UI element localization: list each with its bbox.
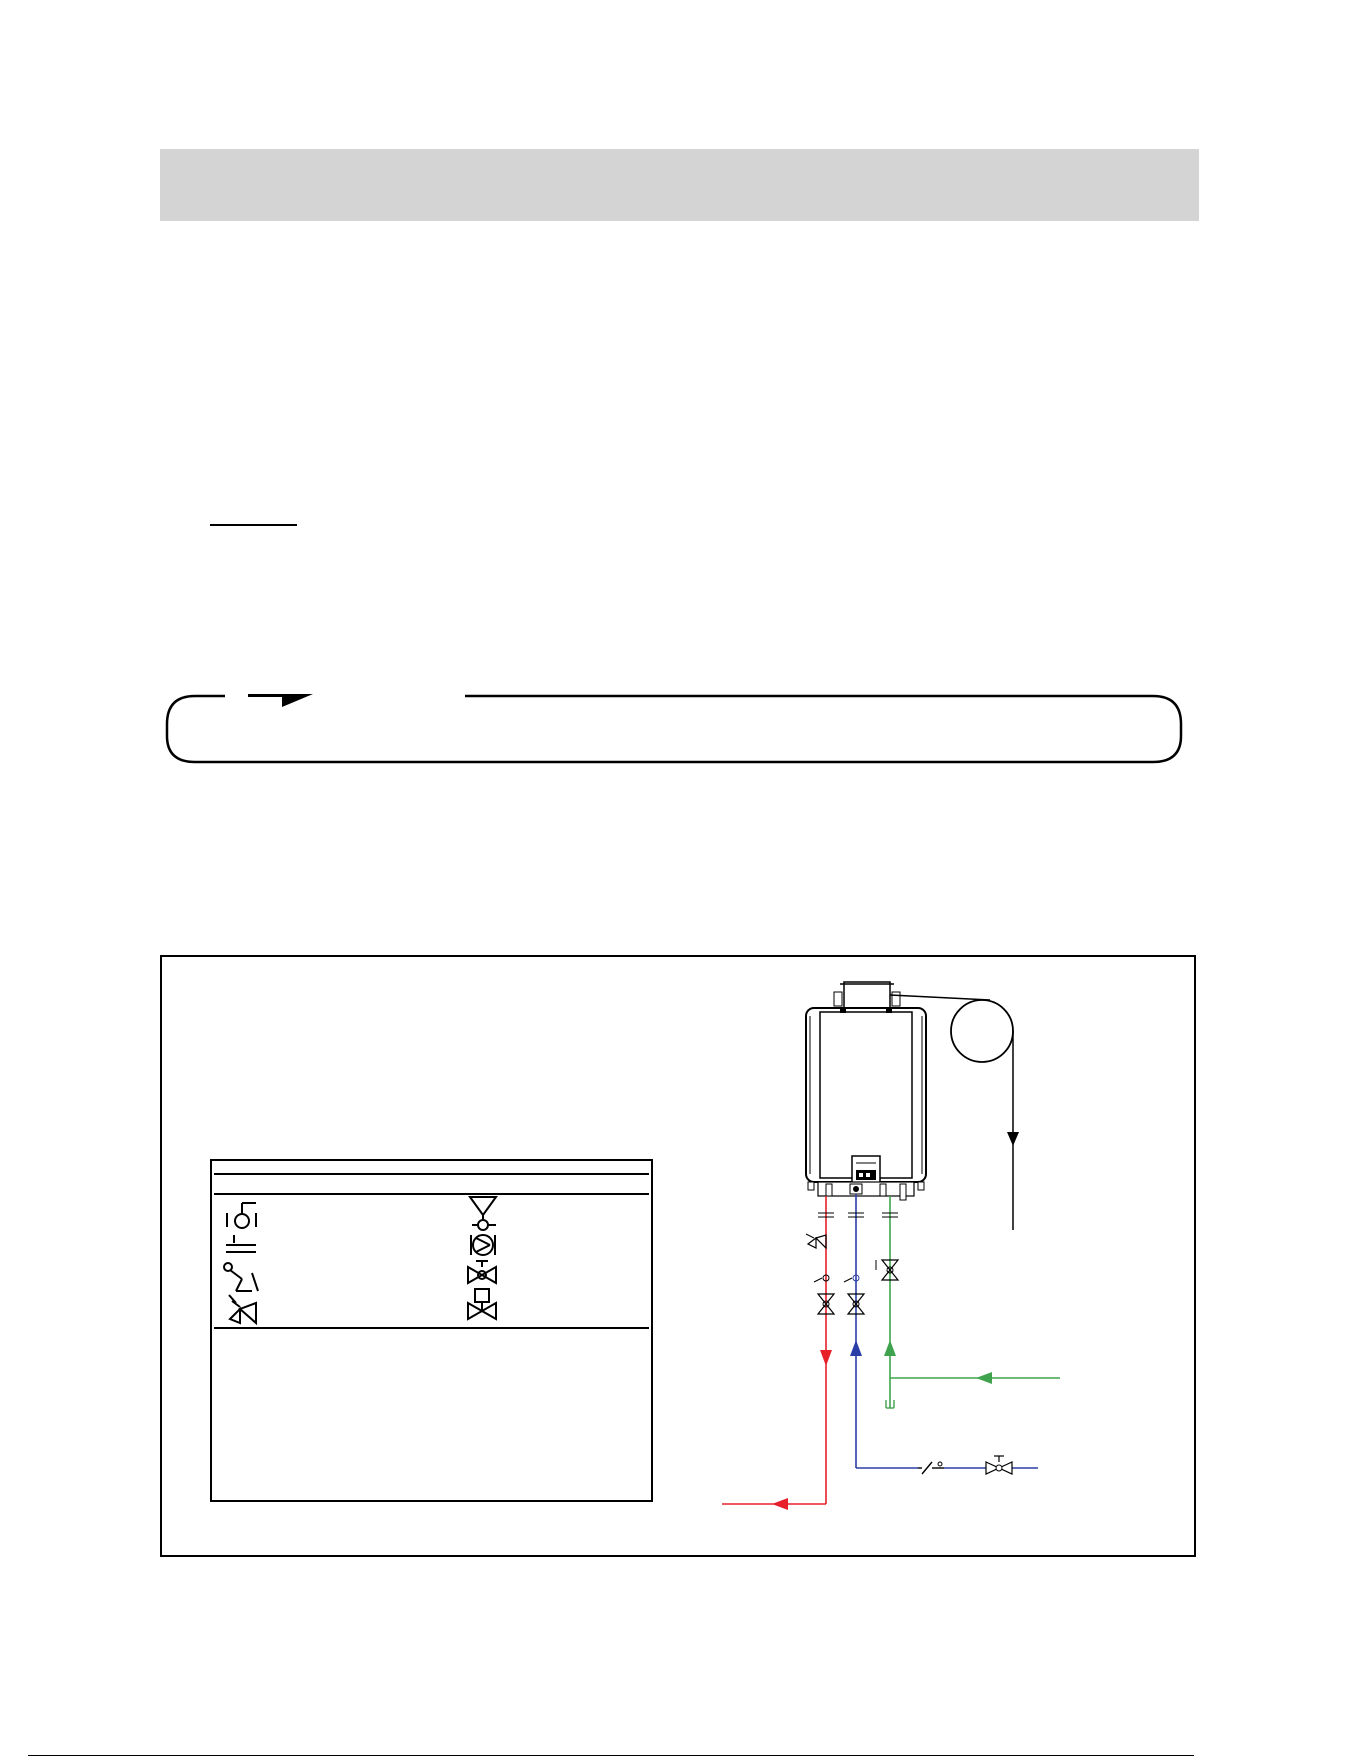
hot-water-line <box>722 1196 834 1510</box>
pressure-gauge-icon <box>227 1203 256 1228</box>
circulation-pump-icon <box>471 1235 495 1255</box>
callout-box <box>165 694 1183 764</box>
footer-rule <box>28 1755 1194 1756</box>
legend-top-rule <box>214 1173 649 1175</box>
thermostatic-mixing-valve-icon <box>470 1197 496 1230</box>
underlined-heading-rule <box>210 524 297 526</box>
flow-arrow-up-icon <box>850 1340 862 1356</box>
flow-arrow-left-icon <box>976 1372 992 1384</box>
ball-valve-icon <box>876 1260 898 1280</box>
gas-line <box>876 1196 1060 1408</box>
union-icon <box>226 1235 256 1252</box>
flow-arrow-down-icon <box>1007 1132 1019 1146</box>
legend-table <box>210 1159 653 1502</box>
flow-switch-icon <box>224 1263 258 1291</box>
section-header-band <box>160 149 1199 221</box>
shutoff-valve-icon <box>986 1456 1012 1474</box>
flow-arrow-down-icon <box>820 1350 832 1366</box>
flow-arrow-left-icon <box>772 1498 788 1510</box>
plumbing-schematic <box>700 968 1160 1528</box>
flow-arrow-up-icon <box>884 1340 896 1356</box>
legend-symbols <box>212 1195 651 1325</box>
arrow-right-icon <box>248 694 313 707</box>
ball-valve-icon <box>468 1261 496 1283</box>
pressure-relief-valve-icon <box>229 1295 256 1323</box>
pressure-relief-valve-icon <box>806 1234 826 1248</box>
water-heater <box>806 1008 926 1200</box>
control-panel-icon <box>852 1156 880 1184</box>
solenoid-valve-icon <box>468 1289 496 1319</box>
legend-bottom-rule <box>214 1327 649 1329</box>
check-valve-icon <box>918 1462 944 1474</box>
cold-water-line <box>844 1194 1038 1474</box>
